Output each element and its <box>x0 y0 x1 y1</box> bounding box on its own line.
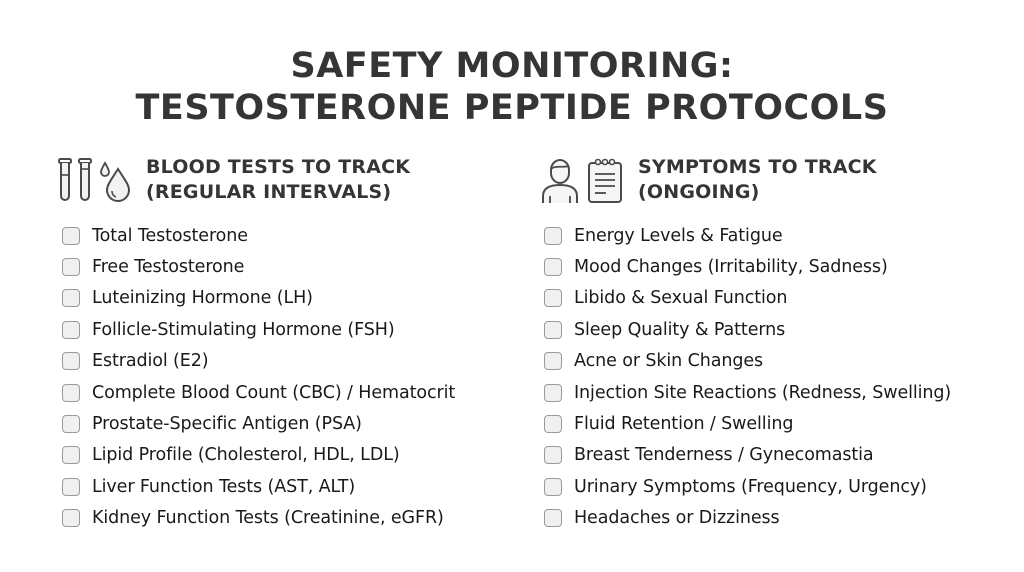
checkbox[interactable] <box>544 415 562 433</box>
checklist-item[interactable] <box>540 471 1000 502</box>
item-label: Breast Tenderness / Gynecomastia <box>574 445 874 466</box>
checkbox[interactable] <box>62 509 80 527</box>
item-label: Fluid Retention / Swelling <box>574 414 794 435</box>
item-label: Estradiol (E2) <box>92 351 209 372</box>
symptoms-header <box>540 150 1000 210</box>
symptoms-checklist <box>540 220 1000 534</box>
checkbox[interactable] <box>62 478 80 496</box>
checkbox[interactable] <box>544 321 562 339</box>
item-label: Prostate-Specific Antigen (PSA) <box>92 414 362 435</box>
item-label: Lipid Profile (Cholesterol, HDL, LDL) <box>92 445 400 466</box>
symptoms-title-line-2: (ONGOING) <box>638 181 760 203</box>
checkbox[interactable] <box>62 415 80 433</box>
checklist-item[interactable] <box>540 440 1000 471</box>
checklist-item[interactable] <box>540 503 1000 534</box>
blood-tests-checklist <box>58 220 518 534</box>
checklist-item[interactable] <box>58 471 518 502</box>
symptoms-title <box>638 155 877 205</box>
checkbox[interactable] <box>544 384 562 402</box>
symptoms-section <box>540 150 1000 534</box>
checklist-item[interactable] <box>540 408 1000 439</box>
title-line-1: SAFETY MONITORING: <box>290 46 734 86</box>
item-label: Liver Function Tests (AST, ALT) <box>92 476 356 497</box>
item-label: Kidney Function Tests (Creatinine, eGFR) <box>92 508 444 529</box>
checkbox[interactable] <box>544 227 562 245</box>
item-label: Luteinizing Hormone (LH) <box>92 288 313 309</box>
item-label: Injection Site Reactions (Redness, Swelling) <box>574 382 952 403</box>
item-label: Acne or Skin Changes <box>574 351 764 372</box>
blood-tests-title <box>146 155 410 205</box>
checklist-item[interactable] <box>58 377 518 408</box>
blood-tests-section <box>58 150 518 534</box>
item-label: Libido & Sexual Function <box>574 288 788 309</box>
checkbox[interactable] <box>62 446 80 464</box>
checklist-item[interactable] <box>540 377 1000 408</box>
person-icon <box>540 156 580 204</box>
checklist-item[interactable] <box>540 346 1000 377</box>
blood-tests-title-line-2: (REGULAR INTERVALS) <box>146 181 392 203</box>
checkbox[interactable] <box>544 446 562 464</box>
checklist-item[interactable] <box>58 408 518 439</box>
item-label: Sleep Quality & Patterns <box>574 319 786 340</box>
checklist-item[interactable] <box>58 251 518 282</box>
checklist-item[interactable] <box>540 314 1000 345</box>
blood-tests-header <box>58 150 518 210</box>
blood-drop-icon <box>98 157 132 203</box>
checkbox[interactable] <box>544 509 562 527</box>
checkbox[interactable] <box>544 289 562 307</box>
checkbox[interactable] <box>62 289 80 307</box>
checklist-item[interactable] <box>540 220 1000 251</box>
checkbox[interactable] <box>62 258 80 276</box>
test-tube-icon <box>58 157 72 203</box>
checklist-item[interactable] <box>58 220 518 251</box>
checkbox[interactable] <box>544 258 562 276</box>
item-label: Headaches or Dizziness <box>574 508 780 529</box>
item-label: Total Testosterone <box>92 225 248 246</box>
checkbox[interactable] <box>544 352 562 370</box>
checkbox[interactable] <box>62 352 80 370</box>
notepad-icon <box>586 156 624 204</box>
symptoms-icons <box>540 156 624 204</box>
checkbox[interactable] <box>62 384 80 402</box>
checklist-item[interactable] <box>58 503 518 534</box>
item-label: Mood Changes (Irritability, Sadness) <box>574 257 888 278</box>
checkbox[interactable] <box>62 321 80 339</box>
blood-tests-title-line-1: BLOOD TESTS TO TRACK <box>146 156 411 178</box>
checkbox[interactable] <box>62 227 80 245</box>
symptoms-title-line-1: SYMPTOMS TO TRACK <box>638 156 877 178</box>
blood-tests-icons <box>58 157 132 203</box>
checklist-item[interactable] <box>540 283 1000 314</box>
checklist-item[interactable] <box>58 314 518 345</box>
checklist-item[interactable] <box>58 346 518 377</box>
checklist-item[interactable] <box>58 440 518 471</box>
title-line-2: TESTOSTERONE PEPTIDE PROTOCOLS <box>135 88 889 128</box>
item-label: Urinary Symptoms (Frequency, Urgency) <box>574 476 927 497</box>
test-tube-icon <box>78 157 92 203</box>
item-label: Complete Blood Count (CBC) / Hematocrit <box>92 382 456 403</box>
checklist-item[interactable] <box>58 283 518 314</box>
item-label: Follicle-Stimulating Hormone (FSH) <box>92 319 395 340</box>
checkbox[interactable] <box>544 478 562 496</box>
checklist-item[interactable] <box>540 251 1000 282</box>
item-label: Free Testosterone <box>92 257 245 278</box>
item-label: Energy Levels & Fatigue <box>574 225 783 246</box>
